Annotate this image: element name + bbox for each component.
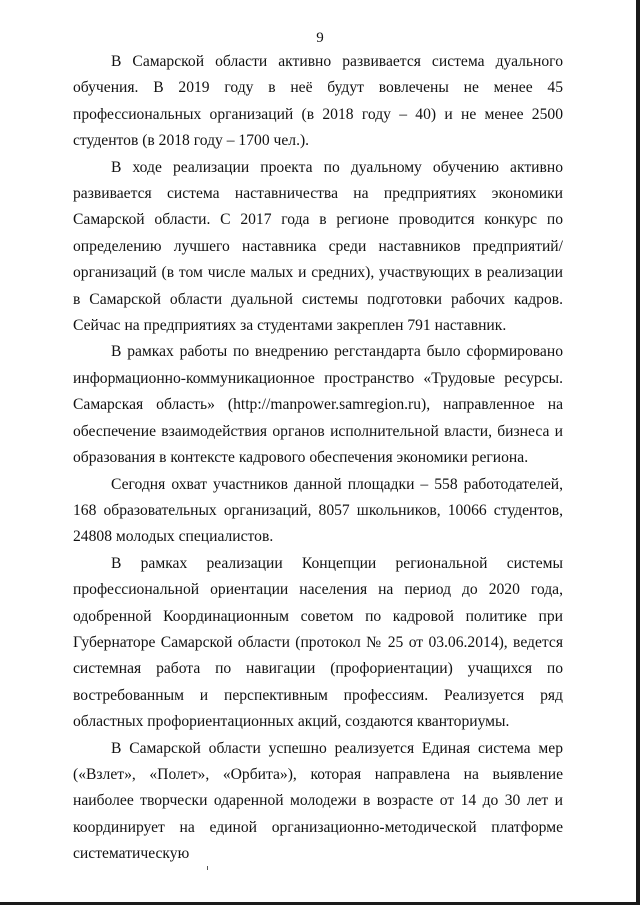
paragraph-mentorship: В ходе реализации проекта по дуальному обучению активно развивается система наставничества на предприятиях экономики Самарской области. С 2017 года в регионе проводится конкурс по определению лучшего наставника среди наставников предприятий/организаций (в том числе малых и средних), участвующих в реализации в Самарской области дуальной системы подготовки рабочих кадров. Сейчас на предприятиях за студентами закреплен 791 наставник. [73,158,563,335]
paragraph-career-guidance: В рамках реализации Концепции региональной системы профессиональной ориентации населения на период до 2020 года, одобренной Координационным советом по кадровой политике при Губернаторе Самарской области (протокол № 25 от 03.06.2014), ведется системная работа по навигации (профориентации) учащихся по востребованным и перспективным профессиям. Реализуется ряд областных профориентационных акций, создаются кванториумы. [73,554,563,731]
page-edge-right [636,0,640,905]
document-body [73,49,563,868]
scan-artifact [207,866,208,870]
paragraph-dual-education: В Самарской области активно развивается система дуального обучения. В 2019 году в неё будут вовлечены не менее 45 профессиональных организаций (в 2018 году – 40) и не менее 2500 студентов (в 2018 году – 1700 чел.). [73,53,563,150]
paragraph-info-space: В рамках работы по внедрению регстандарта было сформировано информационно-коммуникационное пространство «Трудовые ресурсы. Самарская область» (http://manpower.samregion.ru), направленное на обеспечение взаимодействия органов исполнительной власти, бизнеса и образования в контексте кадрового обеспечения экономики региона. [73,343,563,467]
paragraph-platform-coverage: Сегодня охват участников данной площадки – 558 работодателей, 168 образовательных организаций, 8057 школьников, 10066 студентов, 24808 молодых специалистов. [73,475,563,546]
page-number: 9 [316,30,324,46]
paragraph-talent-system: В Самарской области успешно реализуется Единая система мер («Взлет», «Полет», «Орбита»), которая направлена на выявление наиболее творчески одаренной молодежи в возрасте от 14 до 30 лет и координирует на единой организационно-методической платформе систематическую [73,739,563,863]
